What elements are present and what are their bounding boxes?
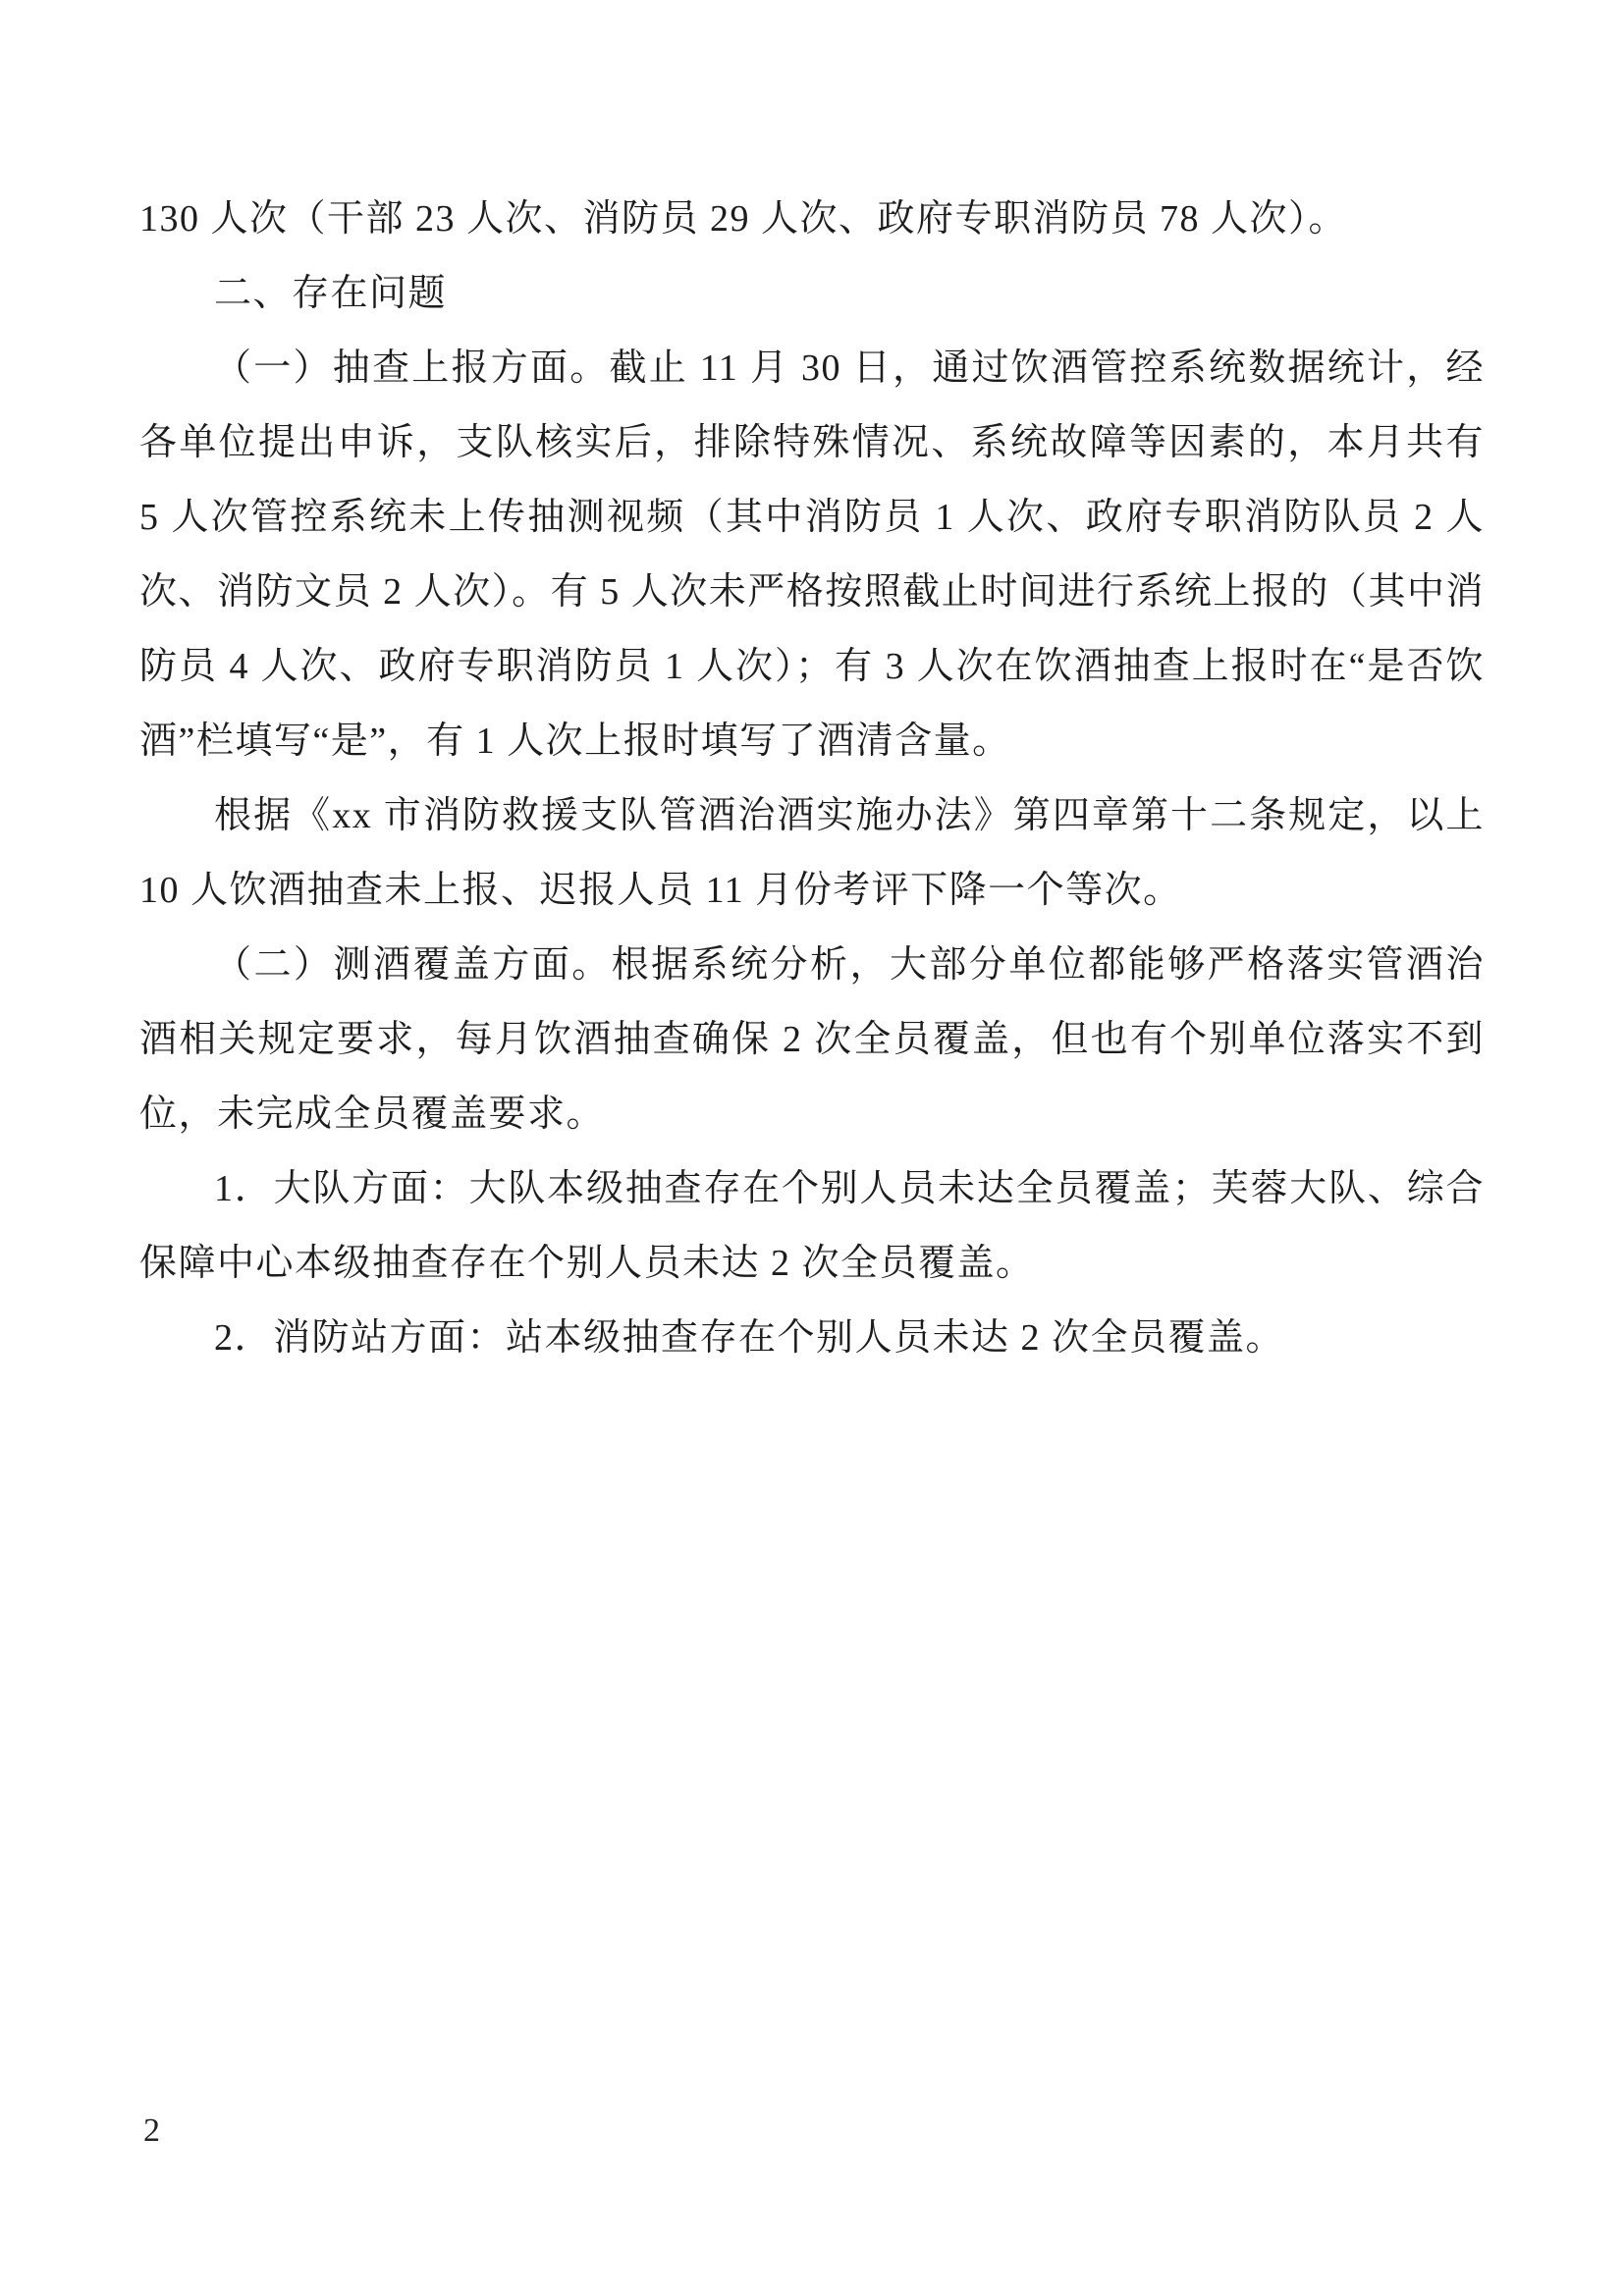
paragraph: 1．大队方面：大队本级抽查存在个别人员未达全员覆盖；芙蓉大队、综合保障中心本级抽查存在个别人员未达 2 次全员覆盖。 — [139, 1168, 1485, 1284]
paragraph: （一）抽查上报方面。截止 11 月 30 日，通过饮酒管控系统数据统计，经各单位提出申诉，支队核实后，排除特殊情况、系统故障等因素的，本月共有 5 人次管控系统未上传抽测视频（其中消防员 1 人次、政府专职消防队员 2 人次、消防文员 2 人次）。有 5 人次未严格按照截止时间进行系统上报的（其中消防员 4 人次、政府专职消防员 1 人次）；有 3 人次在饮酒抽查上报时在“是否饮酒”栏填写“是”，有 1 人次上报时填写了酒清含量。 — [139, 347, 1485, 762]
paragraph: （二）测酒覆盖方面。根据系统分析，大部分单位都能够严格落实管酒治酒相关规定要求，每月饮酒抽查确保 2 次全员覆盖，但也有个别单位落实不到位，未完成全员覆盖要求。 — [139, 944, 1485, 1135]
paragraph: 根据《xx 市消防救援支队管酒治酒实施办法》第四章第十二条规定，以上 10 人饮酒抽查未上报、迟报人员 11 月份考评下降一个等次。 — [139, 795, 1485, 911]
paragraph: 2．消防站方面：站本级抽查存在个别人员未达 2 次全员覆盖。 — [214, 1317, 1285, 1359]
paragraph-continuation: 130 人次（干部 23 人次、消防员 29 人次、政府专职消防员 78 人次）。 — [139, 198, 1348, 240]
page-number: 2 — [143, 2112, 160, 2149]
document-body — [139, 182, 1485, 1375]
section-heading: 二、存在问题 — [214, 273, 448, 314]
